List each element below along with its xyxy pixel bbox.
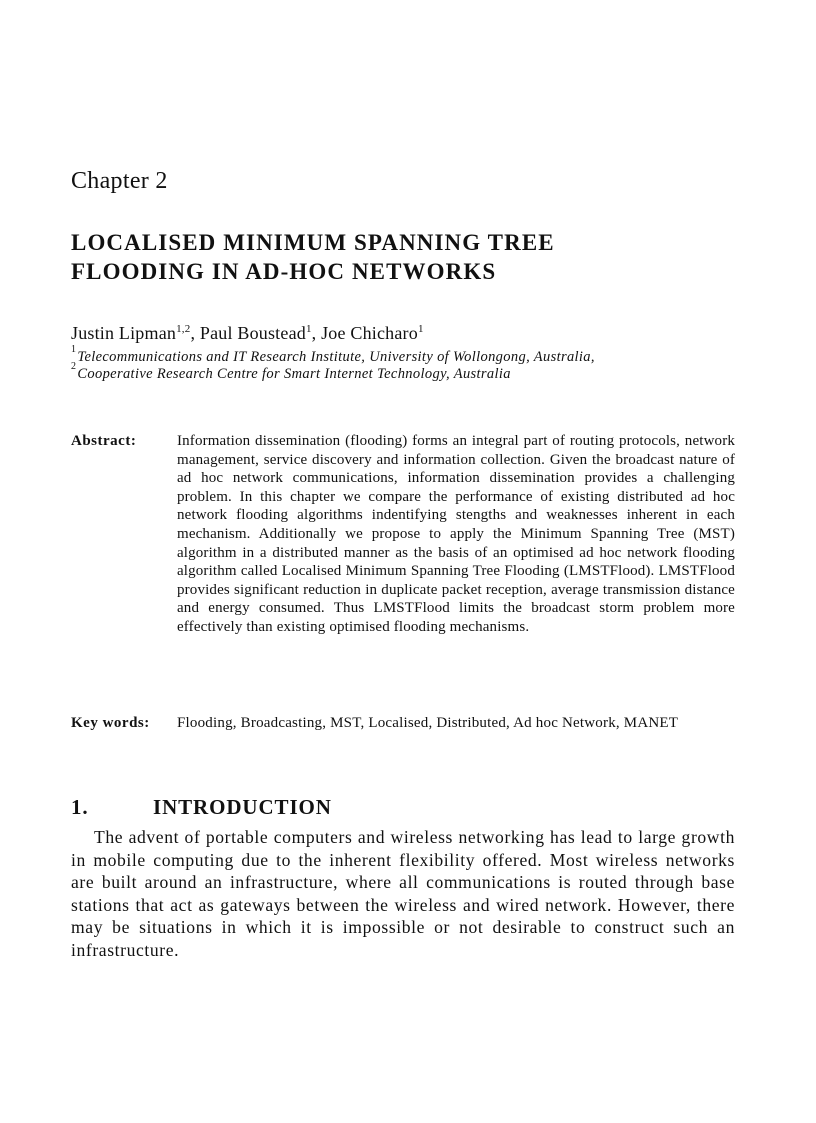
affiliation bbox=[71, 361, 735, 383]
affiliation-text: Telecommunications and IT Research Institute, University of Wollongong, Australia, bbox=[77, 349, 595, 365]
chapter-label: Chapter 2 bbox=[71, 168, 168, 194]
author-list: Justin Lipman$^{1,2}$, Paul Boustead$^1$, Joe Chicharo$^1$ bbox=[71, 323, 424, 343]
title-line-1: LOCALISED MINIMUM SPANNING TREE bbox=[71, 230, 555, 255]
keywords-text: Flooding, Broadcasting, MST, Localised, Distributed, Ad hoc Network, MANET bbox=[177, 715, 679, 731]
abstract-label: Abstract: bbox=[71, 433, 137, 449]
intro-paragraph: The advent of portable computers and wireless networking has lead to large growth in mobile computing due to the inherent flexibility offered. Most wireless networks are built around an infrastructure, where all communications is routed through base stations that act as gateways between the wireless and wired network. However, there may be situations in which it is impossible or not desirable to construct such an infrastructure. bbox=[71, 827, 735, 960]
section-number: 1. bbox=[71, 795, 89, 819]
abstract-text: Information dissemination (flooding) forms an integral part of routing protocols, network management, service discovery and information collection. Given the broadcast nature of ad hoc network communications, information dissemination provides a challenging problem. In this chapter we compare the performance of existing distributed ad hoc network flooding algorithms indentifying stengths and weaknesses inherent in each mechanism. Additionally we propose to apply the Minimum Spanning Tree (MST) algorithm in a distributed manner as the basis of an optimised ad hoc network flooding algorithm called Localised Minimum Spanning Tree Flooding (LMSTFlood). LMSTFlood provides significant reduction in duplicate packet reception, average transmission distance and energy consumed. Thus LMSTFlood limits the broadcast storm problem more effectively than existing optimised flooding mechanisms. bbox=[177, 433, 735, 635]
section-heading bbox=[71, 795, 332, 820]
keywords-block bbox=[71, 714, 735, 733]
author-name: Joe Chicharo bbox=[321, 323, 418, 343]
affiliation-number: 2 bbox=[71, 361, 77, 372]
author-affiliation-marker: 1,2 bbox=[176, 323, 191, 335]
affiliation-number: 1 bbox=[71, 344, 77, 355]
title-line-2: FLOODING IN AD-HOC NETWORKS bbox=[71, 259, 497, 284]
author-name: Justin Lipman bbox=[71, 323, 177, 343]
affiliation-text: Cooperative Research Centre for Smart Internet Technology, Australia bbox=[77, 366, 511, 382]
author-name: Paul Boustead bbox=[199, 323, 306, 343]
abstract-block bbox=[71, 432, 735, 637]
chapter-title bbox=[71, 228, 751, 286]
affiliation bbox=[71, 344, 735, 366]
author-affiliation-marker: 1 bbox=[417, 323, 424, 335]
keywords-label: Key words: bbox=[71, 715, 150, 731]
section-title: INTRODUCTION bbox=[153, 795, 332, 819]
author-affiliation-marker: 1 bbox=[305, 323, 312, 335]
